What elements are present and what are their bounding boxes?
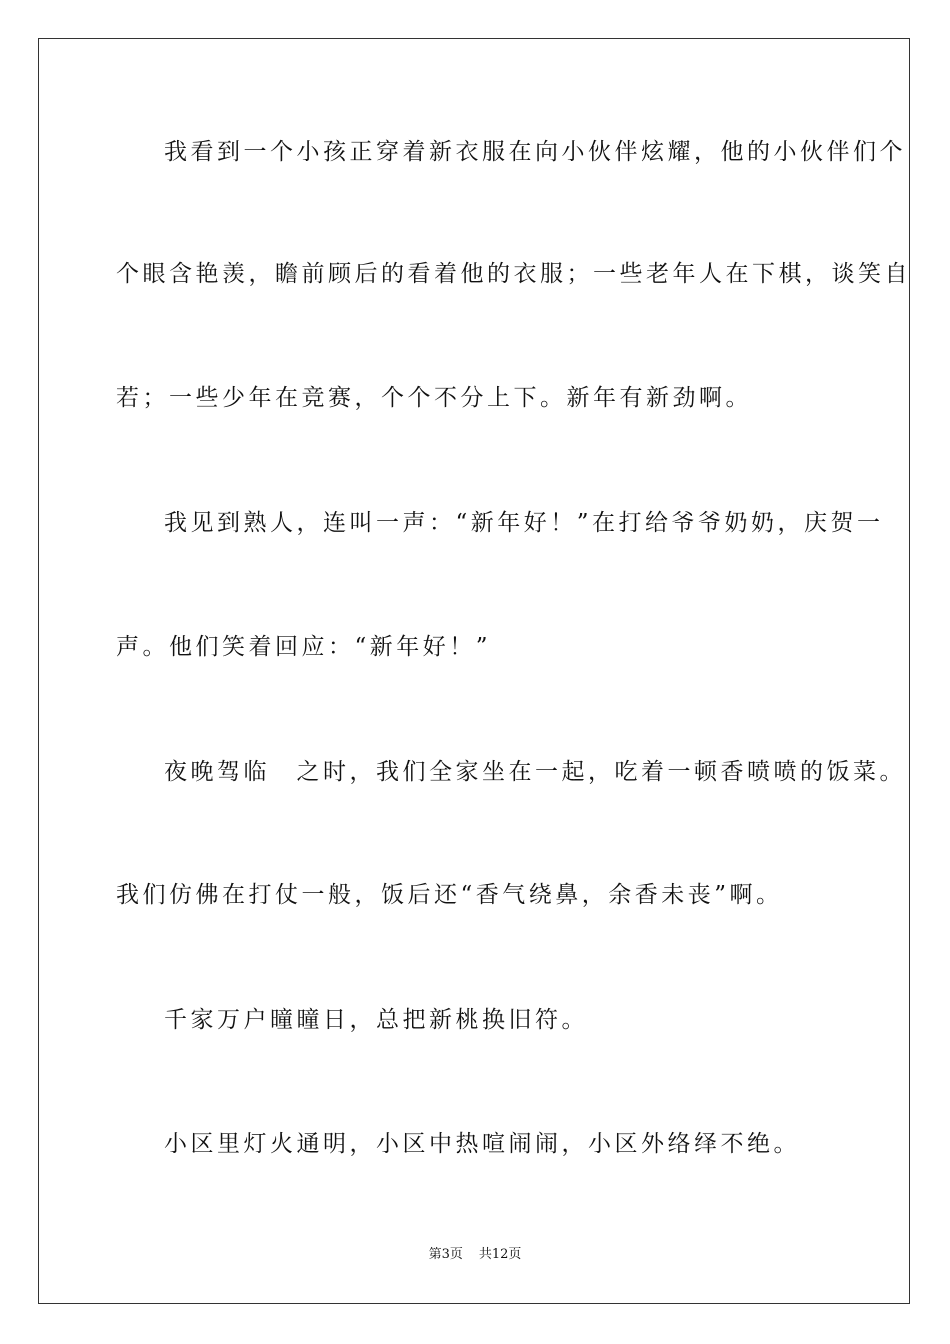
paragraph-1-line-2: 个眼含艳羡，瞻前顾后的看着他的衣服；一些老年人在下棋，谈笑自 [116,261,911,287]
page-border [38,38,910,1304]
paragraph-3-line-2: 我们仿佛在打仗一般，饭后还“香气绕鼻，余香未丧”啊。 [116,882,783,908]
paragraph-1-line-1: 我看到一个小孩正穿着新衣服在向小伙伴炫耀，他的小伙伴们个 [164,139,906,165]
paragraph-1-line-3: 若；一些少年在竞赛，个个不分上下。新年有新劲啊。 [116,385,752,411]
total-pages: 共12页 [478,1247,522,1262]
paragraph-2-line-2: 声。他们笑着回应：“新年好！” [116,634,492,660]
page-footer [0,1246,950,1264]
paragraph-4-line-1: 千家万户曈曈日，总把新桃换旧符。 [164,1007,588,1033]
paragraph-2-line-1: 我见到熟人，连叫一声：“新年好！”在打给爷爷奶奶，庆贺一 [164,510,884,536]
paragraph-5-line-1: 小区里灯火通明，小区中热喧闹闹，小区外络绎不绝。 [164,1131,800,1157]
paragraph-3-line-1: 夜晚驾临 之时，我们全家坐在一起，吃着一顿香喷喷的饭菜。 [164,759,906,785]
page-number: 第3页 [428,1247,463,1262]
